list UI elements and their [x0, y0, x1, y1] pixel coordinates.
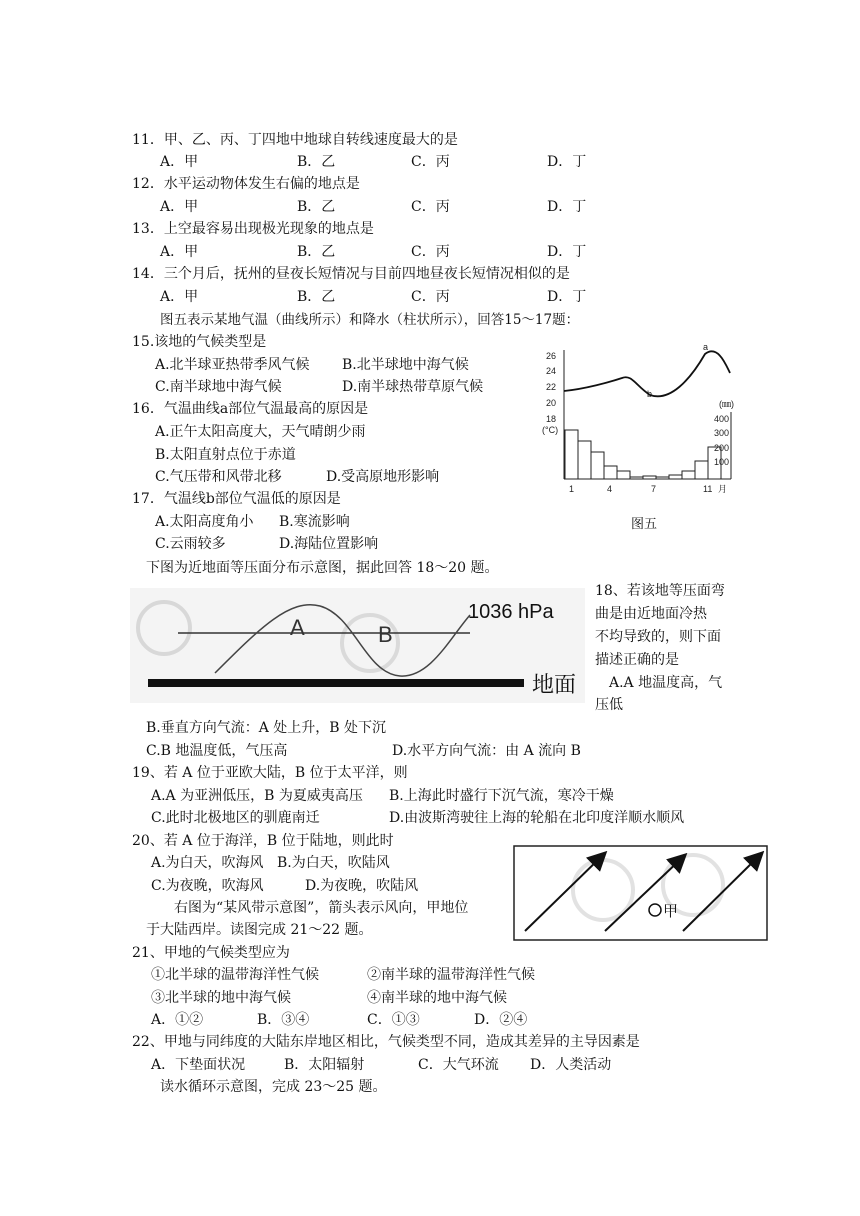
q19-option-c[interactable]: C.此时北极地区的驯鹿南迁 — [151, 810, 320, 826]
q13-option-a[interactable]: A．甲 — [160, 244, 199, 260]
precip-bar — [591, 452, 604, 479]
curve-label-a: a — [703, 342, 709, 352]
month-label: 7 — [651, 484, 657, 494]
temp-tick: 24 — [546, 366, 557, 376]
ground-label: 地面 — [532, 672, 577, 697]
q18-stem-line: 不均导致的，则下面 — [595, 629, 721, 645]
q22-option-b[interactable]: B．太阳辐射 — [284, 1057, 365, 1073]
q18-stem-line: 描述正确的是 — [595, 652, 679, 668]
temp-tick: 20 — [546, 398, 557, 408]
q20-option-d[interactable]: D.为夜晚，吹陆风 — [305, 878, 419, 894]
q22-option-c[interactable]: C．大气环流 — [418, 1057, 499, 1073]
q22-stem: 22、甲地与同纬度的大陆东岸地区相比，气候类型不同，造成其差异的主导因素是 — [132, 1034, 640, 1050]
q17-option-a[interactable]: A.太阳高度角小 — [155, 514, 254, 530]
q12-option-b[interactable]: B．乙 — [297, 199, 336, 215]
location-marker — [649, 904, 661, 916]
water-cycle-intro: 读水循环示意图，完成 23～25 题。 — [160, 1079, 387, 1095]
q21-option-d[interactable]: D．②④ — [474, 1012, 528, 1028]
q15-option-b[interactable]: B.北半球地中海气候 — [342, 357, 469, 373]
precip-bar — [630, 477, 643, 479]
q18-option-b[interactable]: B.垂直方向气流：A 处上升，B 处下沉 — [146, 720, 387, 736]
q22-option-d[interactable]: D．人类活动 — [530, 1057, 612, 1073]
q18-stem-line: 曲是由近地面冷热 — [595, 606, 707, 622]
curve-label-b: b — [647, 389, 653, 399]
q18-option-a[interactable]: A.A 地温度高，气 — [609, 675, 723, 691]
climate-chart — [540, 340, 740, 500]
q17-option-b[interactable]: B.寒流影响 — [279, 514, 350, 530]
q19-stem: 19、若 A 位于亚欧大陆，B 位于太平洋，则 — [132, 765, 408, 781]
temp-tick: 18 — [546, 414, 557, 424]
q21-statement-2: ②南半球的温带海洋性气候 — [367, 967, 535, 983]
q16-option-a[interactable]: A.正午太阳高度大，天气晴朗少雨 — [155, 424, 366, 440]
q15-option-c[interactable]: C.南半球地中海气候 — [155, 379, 282, 395]
q17-stem: 17．气温线b部位气温低的原因是 — [132, 491, 341, 507]
precip-bar — [656, 477, 669, 479]
precip-bar — [682, 471, 695, 479]
month-label: 4 — [607, 484, 613, 494]
precip-tick: 200 — [714, 443, 730, 453]
q18-option-c[interactable]: C.B 地温度低，气压高 — [146, 743, 288, 759]
month-label: 1 — [569, 484, 575, 494]
wind-intro-line: 右图为“某风带示意图”，箭头表示风向，甲地位 — [174, 900, 469, 916]
precip-bar — [643, 476, 656, 479]
q12-option-d[interactable]: D．丁 — [547, 199, 587, 215]
q12-option-c[interactable]: C．丙 — [411, 199, 450, 215]
fig5-caption: 图五 — [631, 517, 658, 532]
q18-option-d[interactable]: D.水平方向气流：由 A 流向 B — [392, 743, 581, 759]
q21-option-c[interactable]: C．①③ — [367, 1012, 420, 1028]
q13-option-d[interactable]: D．丁 — [547, 244, 587, 260]
q12-option-a[interactable]: A．甲 — [160, 199, 199, 215]
q11-option-a[interactable]: A．甲 — [160, 154, 199, 170]
q13-option-c[interactable]: C．丙 — [411, 244, 450, 260]
q19-option-b[interactable]: B.上海此时盛行下沉气流，寒冷干燥 — [389, 788, 614, 804]
temp-unit: (°C) — [542, 425, 559, 435]
q16-option-c[interactable]: C.气压带和风带北移 — [155, 469, 282, 485]
q15-option-a[interactable]: A.北半球亚热带季风气候 — [155, 357, 310, 373]
precip-bar — [565, 430, 578, 479]
q13-stem: 13．上空最容易出现极光现象的地点是 — [132, 221, 374, 237]
q21-statement-4: ④南半球的地中海气候 — [367, 990, 507, 1006]
q17-option-c[interactable]: C.云雨较多 — [155, 536, 226, 552]
q17-option-d[interactable]: D.海陆位置影响 — [279, 536, 379, 552]
q22-option-a[interactable]: A．下垫面状况 — [151, 1057, 246, 1073]
q14-option-c[interactable]: C．丙 — [411, 289, 450, 305]
q21-option-a[interactable]: A．①② — [151, 1012, 204, 1028]
q11-option-d[interactable]: D．丁 — [547, 154, 587, 170]
month-label: 月 — [718, 484, 728, 494]
q20-option-c[interactable]: C.为夜晚，吹海风 — [151, 878, 264, 894]
q19-option-a[interactable]: A.A 为亚洲低压，B 为夏威夷高压 — [151, 788, 363, 804]
q20-option-b[interactable]: B.为白天，吹陆风 — [277, 855, 390, 871]
temp-tick: 22 — [546, 382, 557, 392]
q20-option-a[interactable]: A.为白天，吹海风 — [151, 855, 264, 871]
precip-tick: 300 — [714, 428, 730, 438]
q16-option-d[interactable]: D.受高原地形影响 — [326, 469, 440, 485]
isobar-intro: 下图为近地面等压面分布示意图，据此回答 18～20 题。 — [146, 560, 499, 576]
q11-option-c[interactable]: C．丙 — [411, 154, 450, 170]
q21-stem: 21、甲地的气候类型应为 — [132, 945, 290, 961]
q11-stem: 11．甲、乙、丙、丁四地中地球自转线速度最大的是 — [132, 132, 458, 148]
pressure-label: 1036 hPa — [468, 601, 554, 623]
q12-stem: 12．水平运动物体发生右偏的地点是 — [132, 176, 360, 192]
q21-statement-1: ①北半球的温带海洋性气候 — [151, 967, 319, 983]
precip-tick: 400 — [714, 414, 730, 424]
fig5-intro: 图五表示某地气温（曲线所示）和降水（柱状所示），回答15～17题： — [160, 312, 580, 328]
wind-belt-diagram — [513, 845, 768, 941]
ground-line — [148, 679, 524, 687]
q15-stem: 15.该地的气候类型是 — [132, 334, 267, 350]
diagram-frame — [514, 846, 767, 940]
isobar-diagram — [130, 588, 585, 703]
point-a-label: A — [290, 615, 305, 640]
q15-option-d[interactable]: D.南半球热带草原气候 — [342, 379, 484, 395]
q21-option-b[interactable]: B．③④ — [257, 1012, 310, 1028]
precip-tick: 100 — [714, 457, 730, 467]
q14-option-a[interactable]: A．甲 — [160, 289, 199, 305]
q14-stem: 14．三个月后，抚州的昼夜长短情况与目前四地昼夜长短情况相似的是 — [132, 266, 570, 282]
q14-option-b[interactable]: B．乙 — [297, 289, 336, 305]
month-label: 11 — [703, 484, 713, 494]
temp-tick: 26 — [546, 351, 557, 361]
precip-unit: (㎜) — [719, 399, 734, 409]
precip-bar — [669, 475, 682, 479]
precip-bar — [617, 471, 630, 479]
q18-stem-line: 18、若该地等压面弯 — [595, 583, 725, 599]
q19-option-d[interactable]: D.由波斯湾驶往上海的轮船在北印度洋顺水顺风 — [389, 810, 685, 826]
precip-bar — [604, 466, 617, 479]
q13-option-b[interactable]: B．乙 — [297, 244, 336, 260]
q16-stem: 16．气温曲线a部位气温最高的原因是 — [132, 401, 369, 417]
wind-intro-line: 于大陆西岸。读图完成 21～22 题。 — [146, 922, 373, 938]
q16-option-b[interactable]: B.太阳直射点位于赤道 — [155, 447, 296, 463]
q14-option-d[interactable]: D．丁 — [547, 289, 587, 305]
point-b-label: B — [378, 622, 393, 647]
q18-option-a-cont: 压低 — [595, 697, 623, 713]
precip-bar — [695, 461, 708, 479]
precip-bar — [578, 441, 591, 479]
q20-stem: 20、若 A 位于海洋，B 位于陆地，则此时 — [132, 833, 394, 849]
location-label: 甲 — [663, 903, 679, 920]
q21-statement-3: ③北半球的地中海气候 — [151, 990, 291, 1006]
q11-option-b[interactable]: B．乙 — [297, 154, 336, 170]
